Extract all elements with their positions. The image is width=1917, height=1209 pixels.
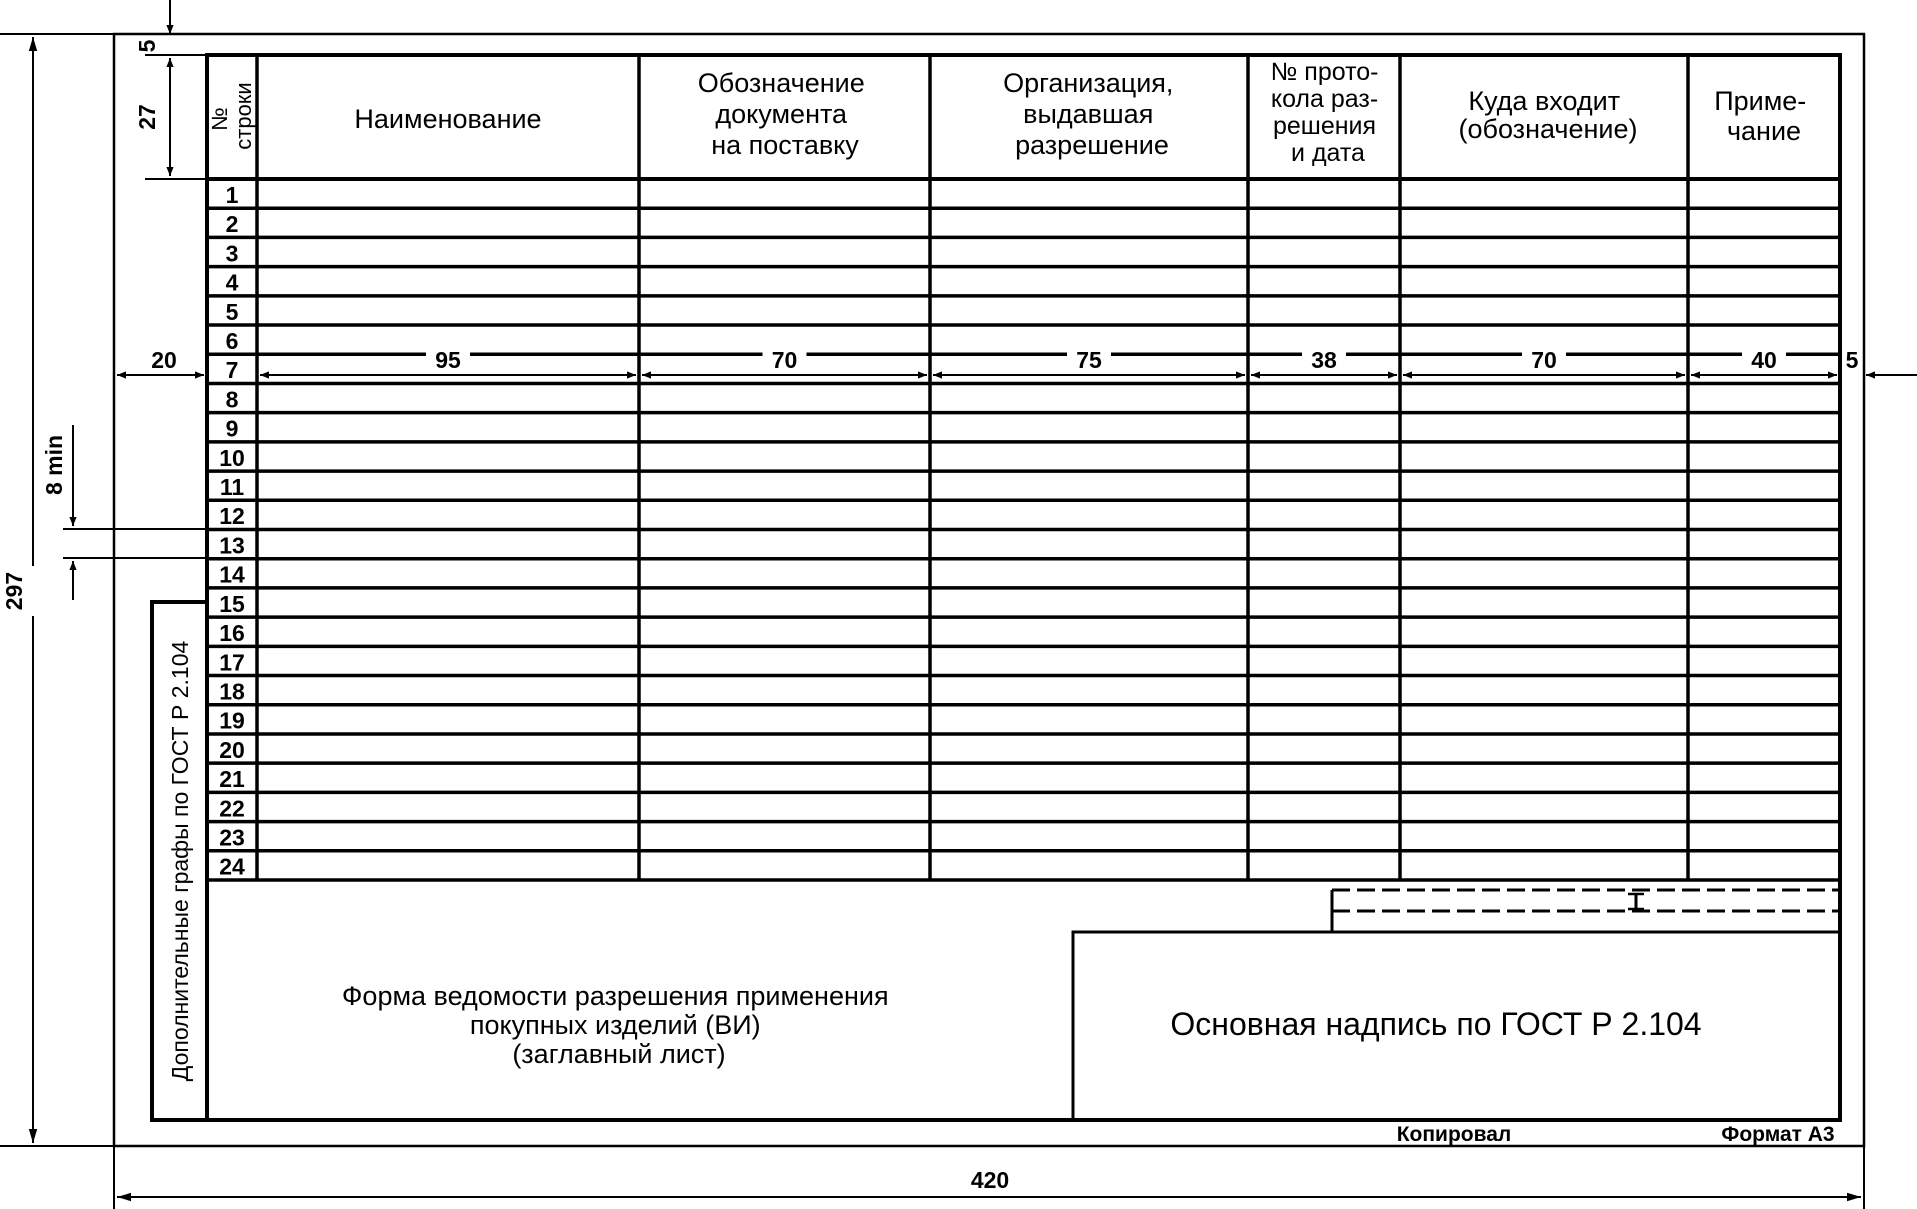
dim-row-min-label: 8 min [41,434,67,496]
row-number: 5 [225,298,239,325]
table-grid [207,55,1840,880]
header-where-used-line2: (обозначение) [1458,114,1638,144]
header-name-line1: Наименование [354,104,542,134]
dim-column-label: 70 [771,347,798,373]
row-number: 9 [225,415,239,442]
footer-format: Формат А3 [1721,1123,1835,1146]
dim-column-widths [260,347,1837,375]
header-protocol-line2: кола раз- [1270,85,1379,113]
row-number: 4 [225,269,239,296]
form-title-line2: покупных изделий (ВИ) [469,1010,761,1040]
header-protocol-line1: № прото- [1270,58,1379,86]
row-number: 15 [219,590,245,617]
row-number: 8 [225,386,239,413]
row-number: 16 [219,620,245,647]
header-row-no-line2: строки [231,82,256,150]
header-protocol-line4: и дата [1291,139,1365,167]
dim-top-margin-label: 5 [134,39,160,53]
row-number: 17 [219,649,245,676]
row-number: 14 [219,561,245,588]
header-organization-line3: разрешение [1015,130,1169,160]
form-title [342,981,896,1069]
form-title-line1: Форма ведомости разрешения применения [341,981,889,1011]
row-number: 23 [219,824,245,851]
row-number: 11 [219,474,245,501]
header-supply-doc-line3: на поставку [711,130,859,160]
dim-left-margin-label: 20 [151,347,177,373]
row-number: 6 [225,327,239,354]
footer-copied: Копировал [1396,1123,1512,1146]
dim-sheet-height-label: 297 [1,571,27,611]
row-number: 18 [219,678,245,705]
header-supply-doc [698,68,873,160]
dim-sheet-width-label: 420 [970,1167,1010,1193]
dim-sheet-height [0,34,114,1146]
dim-column-label: 38 [1311,347,1337,373]
dim-header-height [134,58,207,179]
dim-row-min [41,425,207,600]
header-where-used [1459,86,1638,144]
header-protocol-line3: решения [1272,112,1377,140]
side-label: Дополнительные графы по ГОСТ Р 2.104 [167,640,193,1082]
dim-right-margin-label: 5 [1845,347,1859,373]
header-protocol [1271,58,1386,167]
row-number: 22 [219,795,245,822]
row-number: 20 [219,736,245,763]
dim-column-label: 95 [435,347,461,373]
sheet-trim-border [114,34,1864,1146]
dashed-stamp-lines [1332,890,1838,932]
dim-column-label: 40 [1751,347,1777,373]
row-number: 19 [219,707,245,734]
header-row-no [207,82,256,149]
row-number: 3 [225,240,239,267]
dim-sheet-width [114,1146,1864,1209]
header-where-used-line1: Куда входит [1468,86,1621,116]
dim-top-margin [134,0,207,55]
row-number: 10 [219,444,245,471]
header-name [354,104,541,134]
header-row-no-line1: № [207,107,232,131]
row-number: 21 [219,766,245,793]
header-note-line2: чание [1726,116,1802,146]
title-block-label: Основная надпись по ГОСТ Р 2.104 [1170,1006,1702,1042]
header-note [1714,86,1814,146]
dim-right-margin [1846,347,1917,375]
row-number: 1 [225,181,239,208]
row-number: 24 [219,853,245,880]
dim-header-height-label: 27 [134,104,160,130]
header-note-line1: Приме- [1714,86,1807,116]
header-organization-line1: Организация, [1003,68,1174,98]
header-organization [1003,68,1181,160]
form-title-line3: (заглавный лист) [512,1039,726,1069]
row-number: 13 [219,532,245,559]
row-number: 12 [219,503,245,530]
header-supply-doc-line1: Обозначение [697,68,865,98]
header-supply-doc-line2: документа [715,99,848,129]
dim-column-label: 75 [1076,347,1102,373]
dim-column-label: 70 [1531,347,1557,373]
dim-left-margin [117,347,204,375]
row-number: 7 [225,357,239,384]
header-organization-line2: выдавшая [1023,99,1154,129]
row-number: 2 [225,211,239,238]
